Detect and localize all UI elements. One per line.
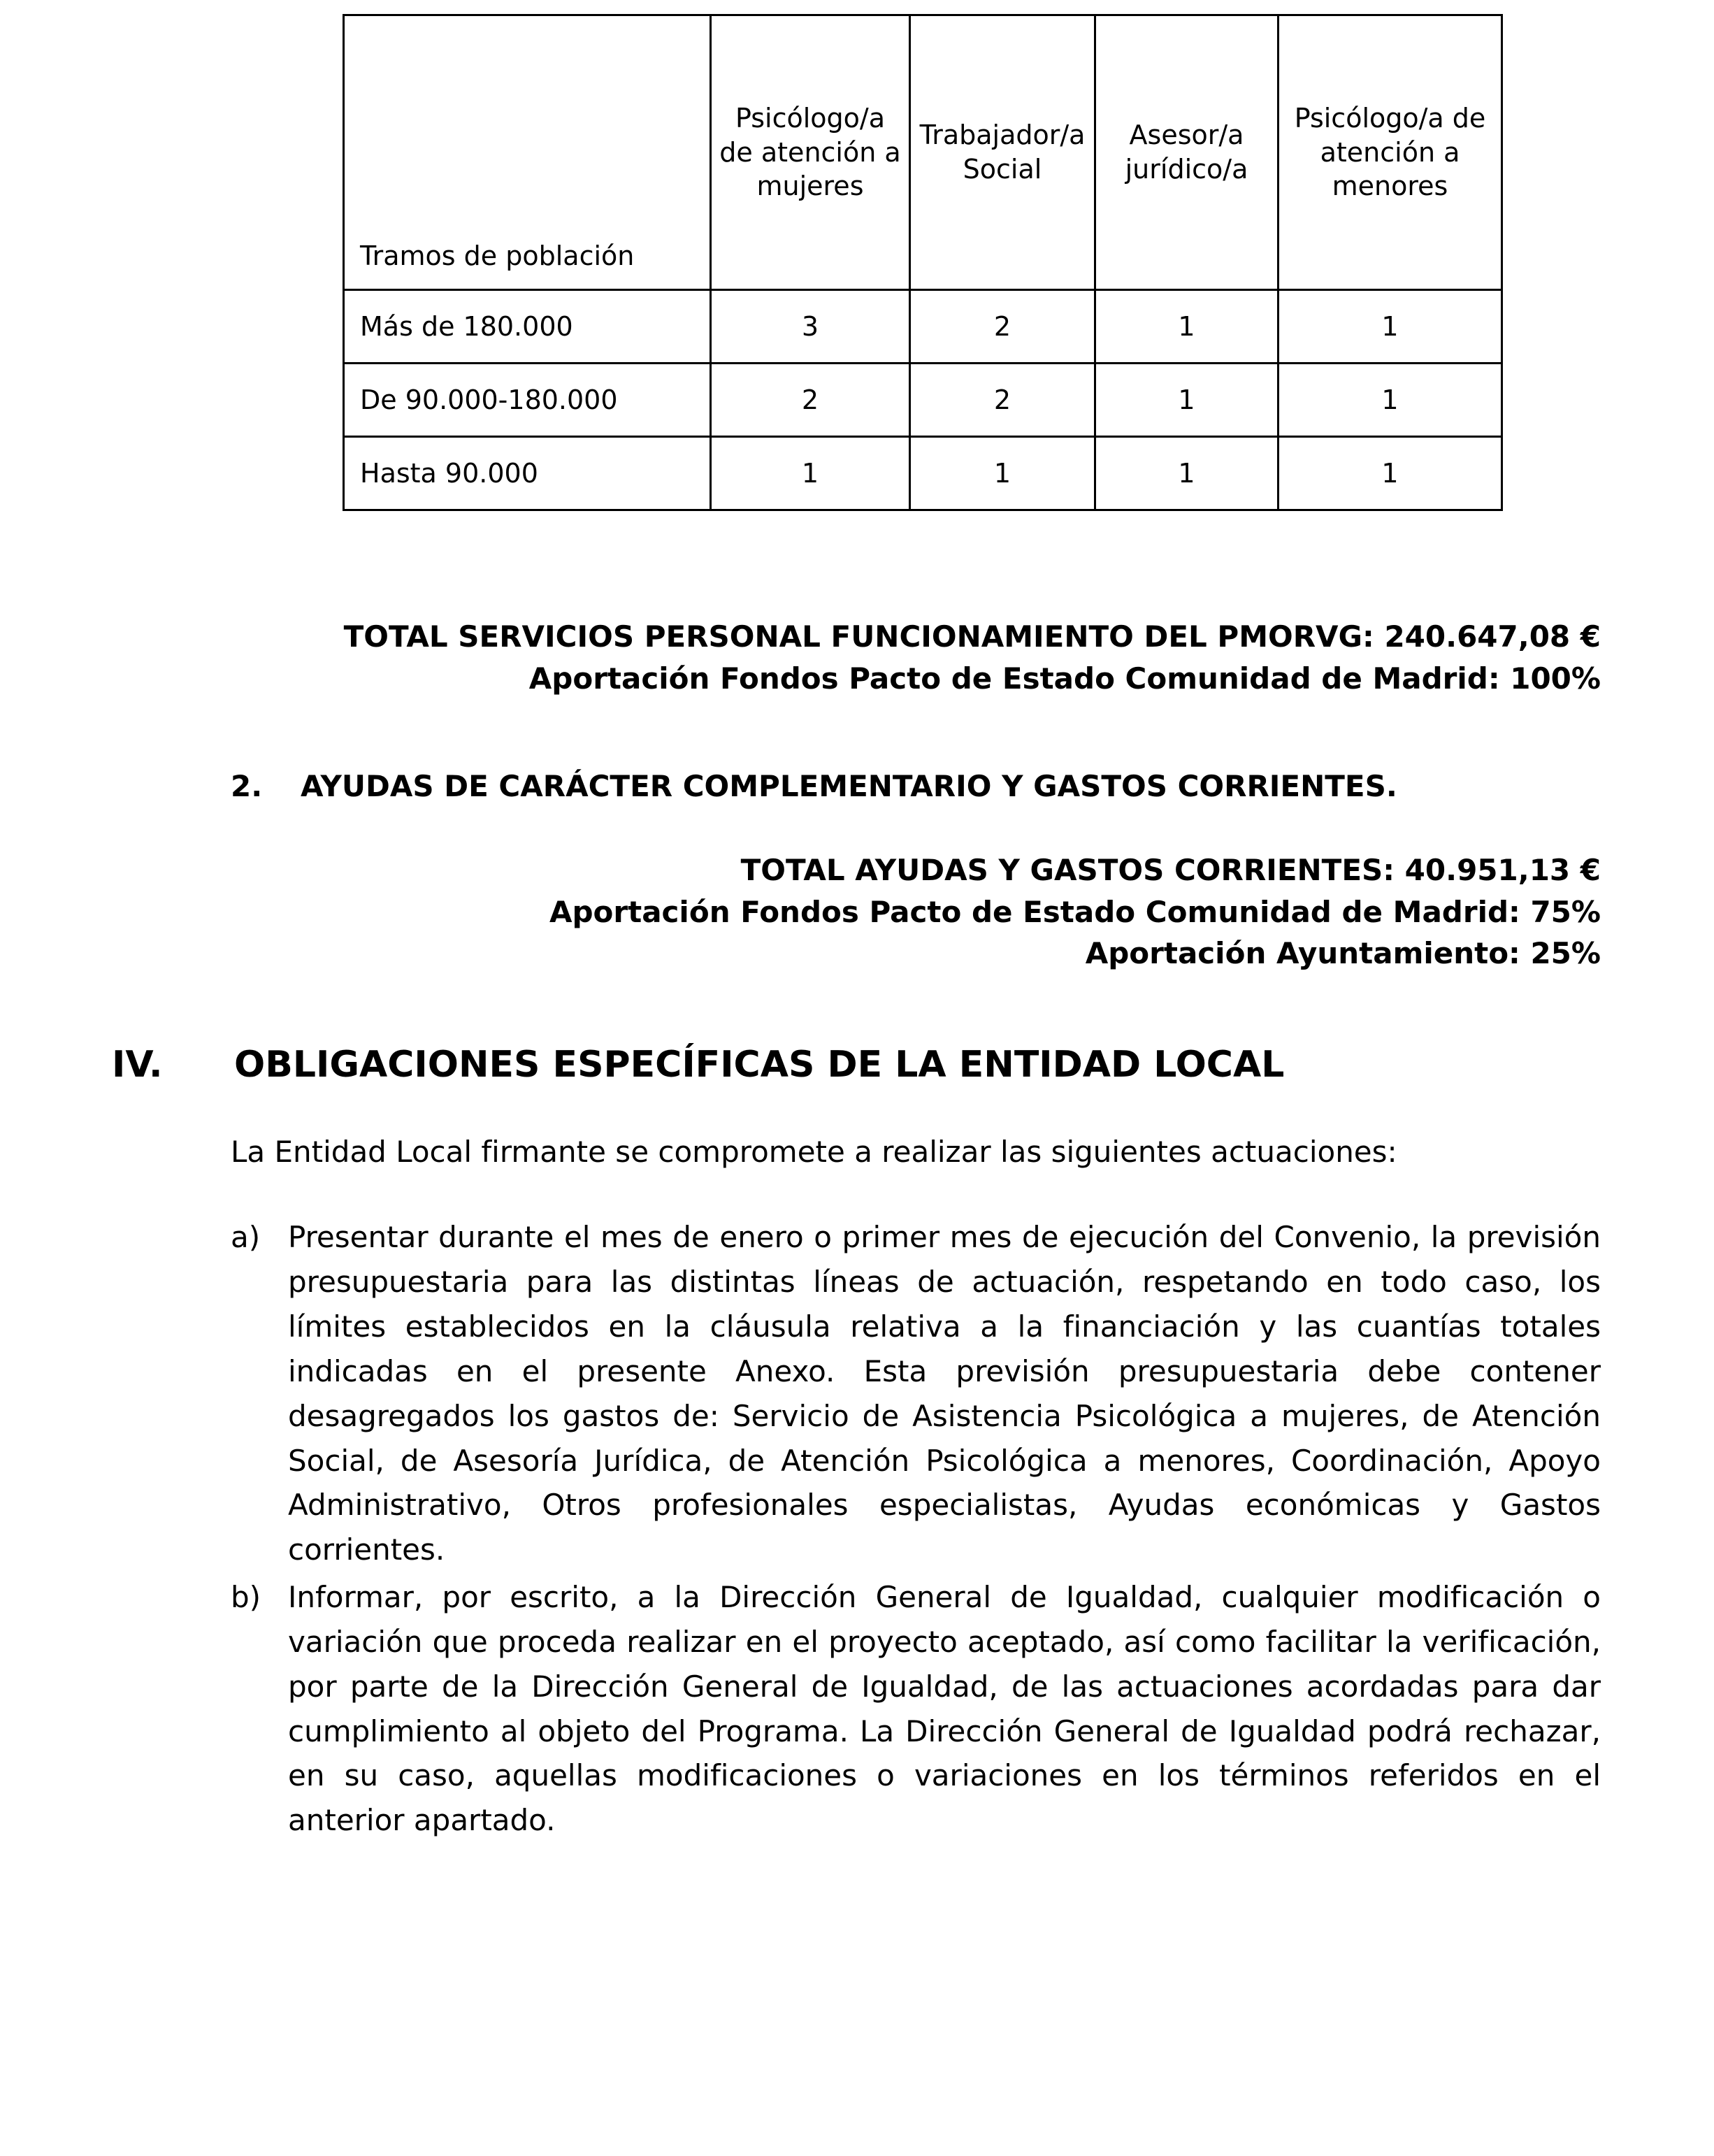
table-column-header-psicologo-mujeres: Psicólogo/a de atención a mujeres xyxy=(711,15,910,290)
table-cell: 2 xyxy=(711,364,910,437)
spacer xyxy=(84,975,1630,1042)
staff-allocation-table xyxy=(343,14,1503,511)
spacer xyxy=(84,511,1630,616)
table-cell: 1 xyxy=(1095,364,1279,437)
totals-ayudas-line-3: Aportación Ayuntamiento: 25% xyxy=(1085,936,1601,971)
table-cell: 1 xyxy=(1279,290,1502,364)
list-item-marker: b) xyxy=(231,1580,261,1615)
section-iv-intro: La Entidad Local firmante se compromete a realizar las siguientes actuaciones: xyxy=(231,1134,1397,1169)
list-item xyxy=(231,1575,1601,1843)
totals-ayudas-line-1: TOTAL AYUDAS Y GASTOS CORRIENTES: 40.951,13 € xyxy=(740,853,1601,888)
totals-ayudas-line-2: Aportación Fondos Pacto de Estado Comunidad de Madrid: 75% xyxy=(549,894,1601,929)
table-corner-header: Tramos de población xyxy=(344,15,711,290)
table-cell: 1 xyxy=(1095,437,1279,510)
table-column-header-psicologo-menores: Psicólogo/a de atención a menores xyxy=(1279,15,1502,290)
totals-ayudas-block xyxy=(84,849,1630,975)
list-item-marker: a) xyxy=(231,1220,261,1255)
table-cell: 3 xyxy=(711,290,910,364)
section-2-number: 2. xyxy=(231,769,263,804)
totals-personal-line-2: Aportación Fondos Pacto de Estado Comunidad de Madrid: 100% xyxy=(528,661,1601,696)
spacer xyxy=(84,1089,1630,1131)
table-row-label: Hasta 90.000 xyxy=(344,437,711,510)
table-cell: 1 xyxy=(1279,437,1502,510)
table-row-label: De 90.000-180.000 xyxy=(344,364,711,437)
spacer xyxy=(84,699,1630,766)
table-cell: 1 xyxy=(711,437,910,510)
spacer xyxy=(84,1173,1630,1215)
obligations-list xyxy=(231,1215,1601,1843)
table-header-row xyxy=(344,15,1502,290)
table-cell: 1 xyxy=(910,437,1095,510)
staff-allocation-table-wrapper xyxy=(343,14,1486,511)
table-row xyxy=(344,290,1502,364)
table-column-header-trabajador-social: Trabajador/a Social xyxy=(910,15,1095,290)
table-cell: 1 xyxy=(1095,290,1279,364)
section-2-heading xyxy=(231,766,1630,807)
table-row xyxy=(344,364,1502,437)
list-item xyxy=(231,1215,1601,1572)
table-cell: 1 xyxy=(1279,364,1502,437)
section-iv-heading xyxy=(112,1042,1630,1089)
table-row xyxy=(344,437,1502,510)
section-iv-title: OBLIGACIONES ESPECÍFICAS DE LA ENTIDAD LOCAL xyxy=(234,1043,1285,1086)
section-2-title: AYUDAS DE CARÁCTER COMPLEMENTARIO Y GASTOS CORRIENTES. xyxy=(301,769,1397,804)
list-item-text: Presentar durante el mes de enero o primer mes de ejecución del Convenio, la previsión presupuestaria para las distintas líneas de actuación, respetando en todo caso, los límites establecidos en la cláusula relativa a la financiación y las cuantías totales indicadas en el presente Anexo. Esta previsión presupuestaria debe contener desagregados los gastos de: Servicio de Asistencia Psicológica a mujeres, de Atención Social, de Asesoría Jurídica, de Atención Psicológica a menores, Coordinación, Apoyo Administrativo, Otros profesionales especialistas, Ayudas económicas y Gastos corrientes. xyxy=(288,1220,1601,1567)
totals-personal-block xyxy=(84,616,1630,699)
table-cell: 2 xyxy=(910,364,1095,437)
table-row-label: Más de 180.000 xyxy=(344,290,711,364)
list-item-text: Informar, por escrito, a la Dirección General de Igualdad, cualquier modificación o variación que proceda realizar en el proyecto aceptado, así como facilitar la verificación, por parte de la Dirección General de Igualdad, de las actuaciones acordadas para dar cumplimiento al objeto del Programa. La Dirección General de Igualdad podrá rechazar, en su caso, aquellas modificaciones o variaciones en los términos referidos en el anterior apartado. xyxy=(288,1580,1601,1838)
table-column-header-asesor-juridico: Asesor/a jurídico/a xyxy=(1095,15,1279,290)
totals-personal-line-1: TOTAL SERVICIOS PERSONAL FUNCIONAMIENTO DEL PMORVG: 240.647,08 € xyxy=(343,619,1601,654)
section-iv-numeral: IV. xyxy=(112,1043,163,1086)
table-cell: 2 xyxy=(910,290,1095,364)
spacer xyxy=(84,807,1630,849)
